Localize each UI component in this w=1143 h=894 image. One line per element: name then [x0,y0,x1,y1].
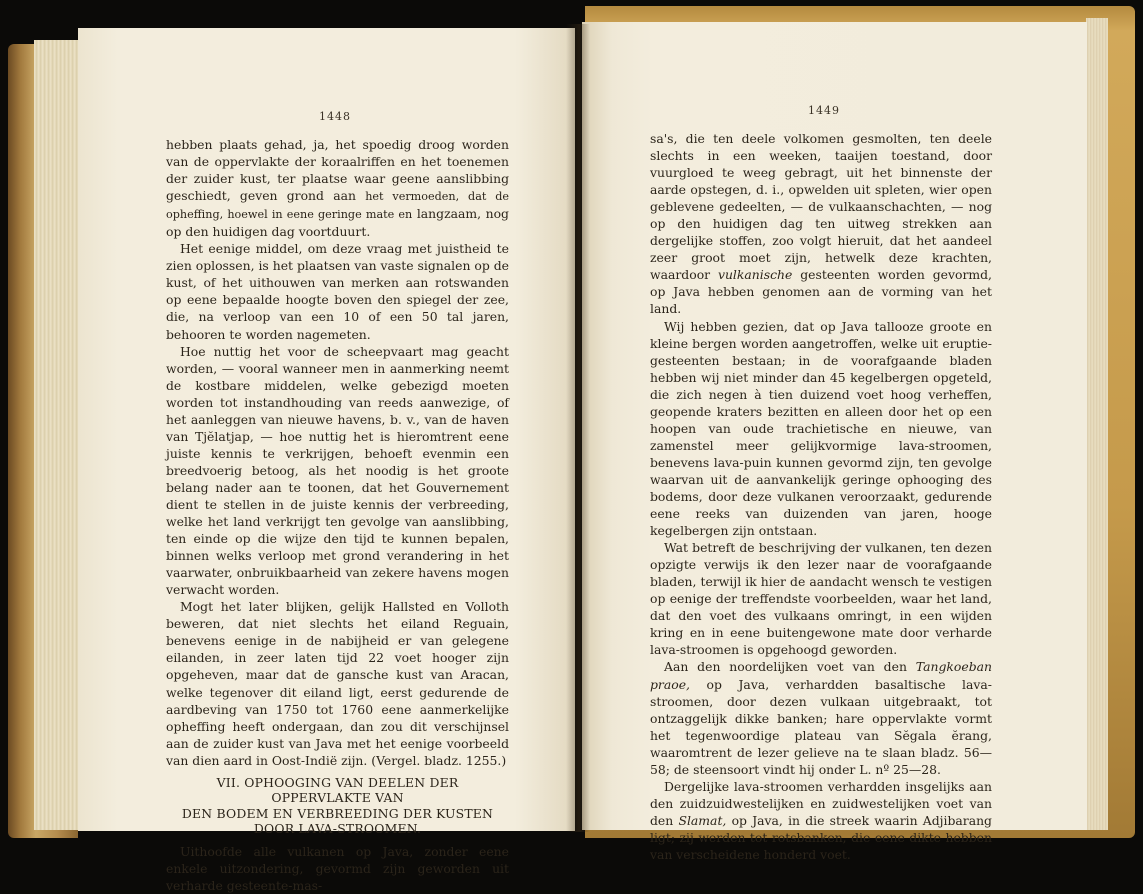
paragraph: Hoe nuttig het voor de scheepvaart mag geacht worden, — vooral wanneer men in aanmerking neemt de kostbare middelen, welke gebezigd moeten worden tot instandhouding van reeds aanwezige, of het aanleggen van nieuwe havens, b. v., van de haven van Tjĕlatjap, — hoe nuttig het is hieromtrent eene juiste kennis te verkrijgen, behoeft evenmin een breedvoerig betoog, als het noodig is het groote belang nader aan te toonen, dat het Gouvernement dient te stellen in de juiste kennis der verbreeding, welke het land verkrijgt ten gevolge van aanslibbing, ten einde op die wijze den tijd te kunnen bepalen, binnen welks verloop met grond verandering in het vaarwater, onbruikbaarheid van zekere havens mogen verwacht worden. [166,343,509,598]
paragraph: Mogt het later blijken, gelijk Hallsted en Volloth beweren, dat niet slechts het eiland Reguain, benevens eenige in de nabijheid er van gelegene eilanden, in zeer laten tijd 22 voet hooger zijn opgeheven, maar dat de gansche kust van Aracan, welke tegenover dit eiland ligt, eerst gedurende de aardbeving van 1750 tot 1760 eene aanmerkelijke opheffing heeft ondergaan, dan zou dit verschijnsel aan de zuider kust van Java met het eenige voorbeeld van dien aard in Oost-Indië zijn. (Vergel. bladz. 1255.) [166,599,509,768]
italic-term: Tangkoeban praoe, [650,659,992,692]
left-page [78,28,575,893]
text-run: het vermoeden, dat de opheffing, hoewel in eene geringe mate en [166,190,509,222]
paragraph [650,658,992,777]
italic-term: Slamat, [678,812,727,828]
text-run: sa's, die ten deele volkomen gesmolten, ten deele slechts in een weeken, taaijen toestand, door vuurgloed te weeg gebragt, uit het binnenste der aarde opstegen, d. i., opwelden uit spleten, wier open geblevene gedeelten, — de vulkaanschachten, — nog op den huidigen dag ten uitweg strekken aan dergelijke stoffen, zoo volgt hieruit, dat het aandeel zeer groot moet zijn, hetwelk deze krachten, waardoor [650,131,992,283]
paragraph: Uithoofde alle vulkanen op Java, zonder eene enkele uitzondering, gevormd zijn geworden uit verharde gesteente-mas- [166,843,509,893]
page-edges-right [1086,18,1108,830]
left-page-text [166,136,509,894]
paragraph [166,136,509,240]
paragraph [650,130,992,318]
heading-line: DOOR LAVA-STROOMEN. [253,821,422,837]
text-run: hebben plaats gehad, ja, het spoedig droog worden van de oppervlakte der koraalriffen en het toenemen der zuider kust, ter plaatse waar geene aanslibbing geschiedt, geven grond aan [166,137,509,204]
text-run: gesteenten worden gevormd, op Java hebben genomen aan de vorming van het land. [650,267,992,317]
text-run: op Java, verhardden basaltische lava-stroomen, door dezen vulkaan uitgebraakt, tot ontzaggelijk dikke banken; hare oppervlakte vormt het tegenwoordige plateau van Sĕgala ĕrang, waaromtrent de lezer gelieve na te slaan bladz. 56—58; de steensoort vindt hij onder L. nº 25—28. [650,676,992,777]
paragraph: Wat betreft de beschrijving der vulkanen, ten dezen opzigte verwijs ik den lezer naar de voorafgaande bladen, terwijl ik hier de aandacht wensch te vestigen op eenige der treffendste voorbeelden, waar het land, dat den voet des vulkaans omringt, in een wijden kring en in eene buitengewone mate door verharde lava-stroomen is opgehoogd geworden. [650,540,992,658]
heading-line: DEN BODEM EN VERBREEDING DER KUSTEN [181,805,494,821]
paragraph: Het eenige middel, om deze vraag met juistheid te zien oplossen, is het plaatsen van vaste signalen op de kust, of het uithouwen van merken aan rotswanden op eene bepaalde hoogte boven den spiegel der zee, die, na verloop van een 10 of een 50 tal jaren, behooren te worden nagemeten. [166,241,509,342]
paragraph: Wij hebben gezien, dat op Java tallooze groote en kleine bergen worden aangetroffen, welke uit eruptie-gesteenten bestaan; in de voorafgaande bladen hebben wij niet minder dan 45 kegelbergen opgeteld, die zich negen à tien duizend voet hoog verheffen, geopende kraters bezitten en alleen door het op een hoopen van oude trachietische en nieuwe, van zamenstel meer gelijkvormige lava-stroomen, benevens lava-puin kunnen gevormd zijn, ten gevolge waarvan uit de aanvankelijk geringe ophooging des bodems, door deze vulkanen veroorzaakt, gedurende eene reeks van duizenden van jaren, hooge kegelbergen zijn ontstaan. [650,318,992,539]
right-page-text [650,130,992,863]
text-run: Dergelijke lava-stroomen verhardden insgelijks aan den zuidzuidwestelijken en zuidwestelijken voet van den [650,778,992,828]
left-page-number: 1448 [319,110,351,123]
italic-term: vulkanische [717,267,793,283]
text-run: Aan den noordelijken voet van den [664,659,907,675]
text-run: op Java, in die streek waarin Adjibarang ligt; zij werden tot rotsbanken, die eene dikte hebben van verscheidene honderd voet. [650,812,992,862]
book-gutter [566,24,590,832]
right-page-number: 1449 [808,104,840,117]
section-heading [166,775,509,837]
page-edges-left [34,40,82,830]
paragraph [650,778,992,863]
right-page [582,22,1087,862]
heading-line: VII. OPHOOGING VAN DEELEN DER OPPERVLAKTE VAN [216,774,459,806]
text-run: langzaam, nog op den huidigen dag voortduurt. [166,206,509,240]
